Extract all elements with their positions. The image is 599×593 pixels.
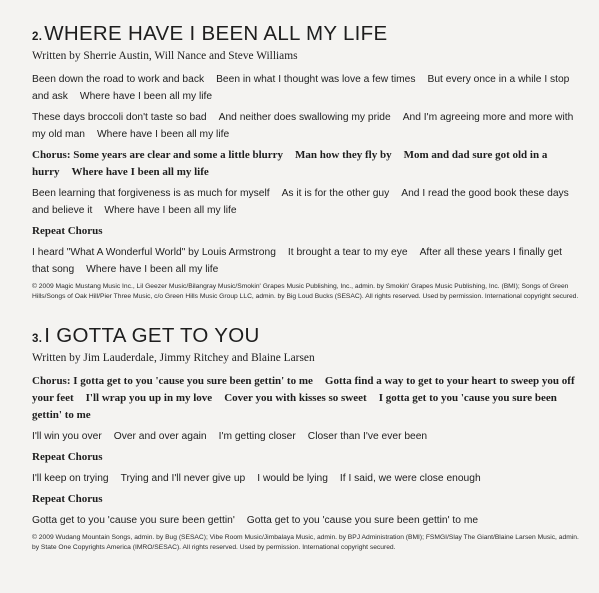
songwriter-credit: Written by Sherrie Austin, Will Nance and Steve Williams xyxy=(32,50,298,62)
song-title: 3.I GOTTA GET TO YOU xyxy=(32,324,260,347)
repeat-chorus: Repeat Chorus xyxy=(32,451,103,463)
verse-2: These days broccoli don't taste so bad And neither does swallowing my pride And I'm agreeing more and more with my old man Where have I been all my life xyxy=(32,112,574,140)
verse-1: Been down the road to work and back Been in what I thought was love a few times But every once in a while I stop and ask Where have I been all my life xyxy=(32,74,570,102)
track-number: 2. xyxy=(32,31,43,43)
songwriter-credit: Written by Jim Lauderdale, Jimmy Ritchey and Blaine Larsen xyxy=(32,352,315,364)
verse-3: Been learning that forgiveness is as much for myself As it is for the other guy And I read the good book these days and believe it Where have I been all my life xyxy=(32,188,569,216)
copyright-notice: © 2009 Wudang Mountain Songs, admin. by Bug (SESAC); Vibe Room Music/Jimbalaya Music, admin. by BPJ Administration (BMI); FSMGI/Slay The Giant/Blaine Larsen Music, admin. by State One Copyrights America (IMRO/SESAC). All rights reserved. Used by permission. International copyright secured. xyxy=(32,534,579,551)
song-title: 2.WHERE HAVE I BEEN ALL MY LIFE xyxy=(32,22,388,45)
verse-3: Gotta get to you 'cause you sure been gettin' Gotta get to you 'cause you sure been gettin' to me xyxy=(32,515,479,526)
repeat-chorus: Repeat Chorus xyxy=(32,225,103,237)
verse-1: I'll win you over Over and over again I'm getting closer Closer than I've ever been xyxy=(32,431,428,442)
copyright-notice: © 2009 Magic Mustang Music Inc., Lil Geezer Music/Bilangray Music/Smokin' Grapes Music Publishing, Inc., admin. by Smokin' Grapes Music Publishing, Inc. (BMI); Songs of Green Hills/Songs of Oak Hill/Pier Three Music, c/o Green Hills Music Group LLC, admin. by Big Loud Bucks (SESAC). All rights reserved. Used by permission. International copyright secured. xyxy=(32,283,579,300)
track-number: 3. xyxy=(32,333,43,345)
verse-4: I heard "What A Wonderful World" by Louis Armstrong It brought a tear to my eye After all these years I finally get that song Where have I been all my life xyxy=(32,247,562,275)
chorus: Chorus: Some years are clear and some a little blurry Man how they fly by Mom and dad sure got old in a hurry Where have I been all my life xyxy=(32,149,548,178)
repeat-chorus: Repeat Chorus xyxy=(32,493,103,505)
song-2 xyxy=(32,22,580,302)
chorus: Chorus: I gotta get to you 'cause you sure been gettin' to me Gotta find a way to get to your heart to sweep you off your feet I'll wrap you up in my love Cover you with kisses so sweet I gotta get to you 'cause you sure been gettin' to me xyxy=(32,375,575,421)
song-3 xyxy=(32,324,580,553)
verse-2: I'll keep on trying Trying and I'll never give up I would be lying If I said, we were close enough xyxy=(32,473,481,484)
